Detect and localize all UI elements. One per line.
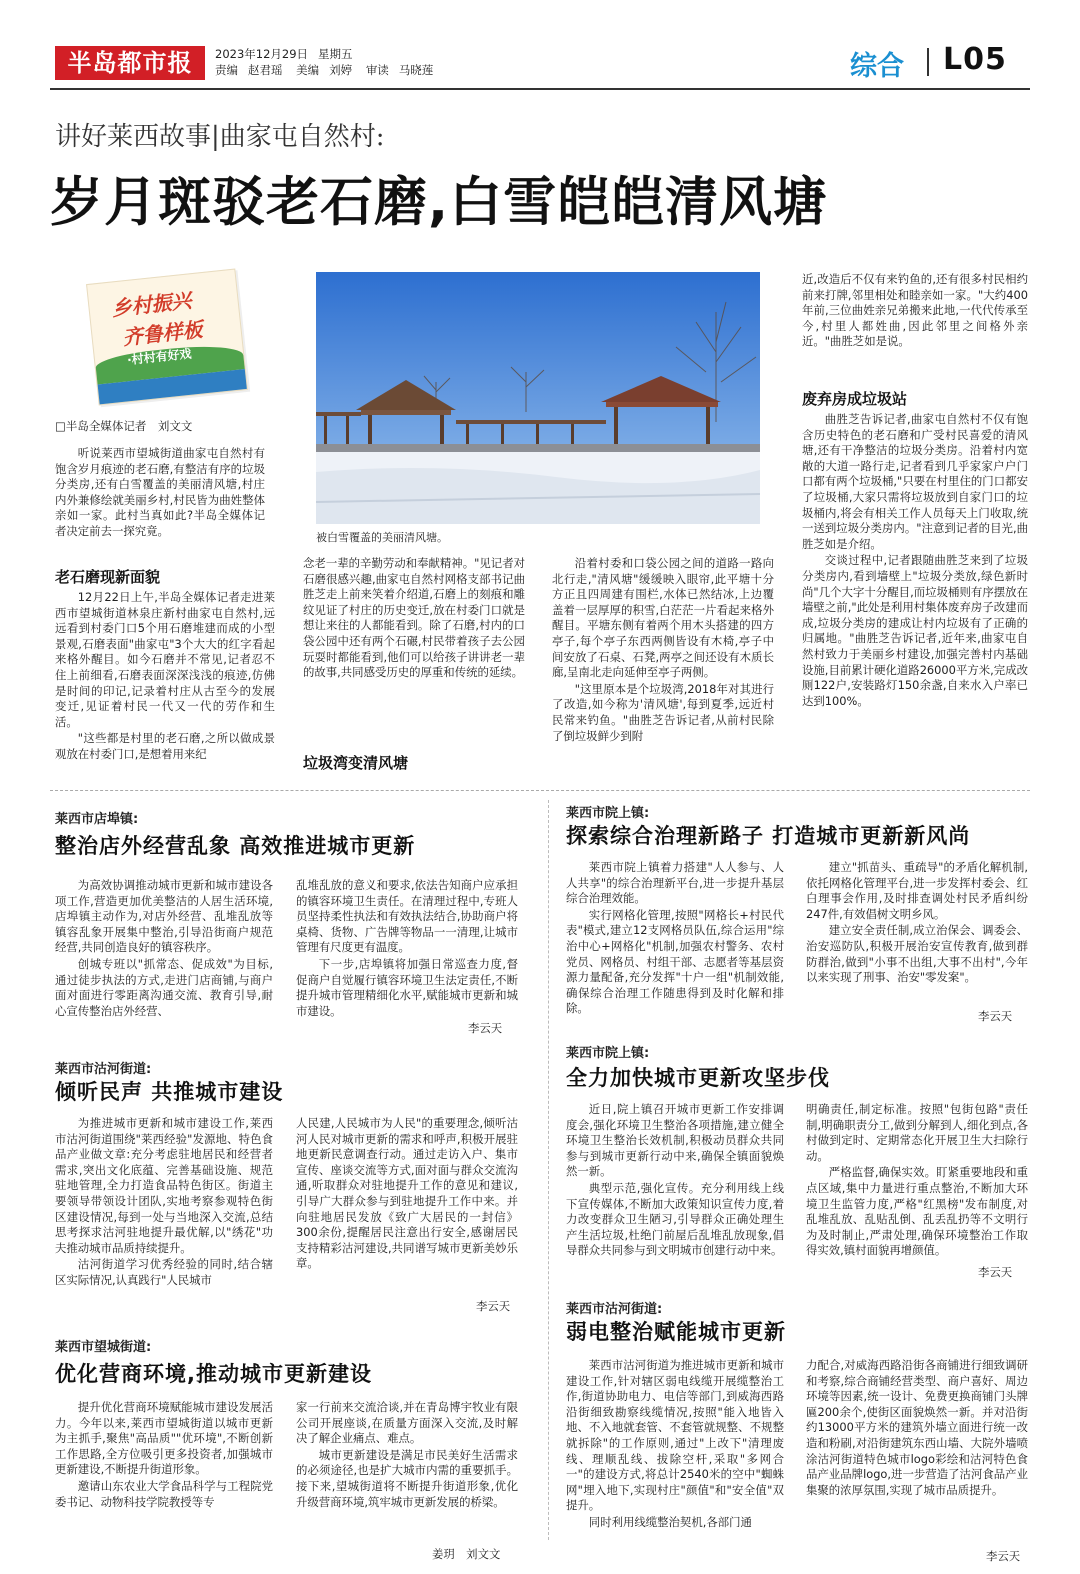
section-name: 综合 bbox=[850, 51, 904, 82]
paragraph: 实行网格化管理,按照"网格长+村民代表"模式,建立12支网格员队伍,综合运用"综治中心+网格化"机制,加强农村警务、农村党员、网格员、村组干部、志愿者等基层资源力量配备,充分发挥"十户一组"机制效能,确保综合治理工作随患得到及时化解和排除。 bbox=[566, 907, 784, 1016]
paragraph: 为推进城市更新和城市建设工作,莱西市沽河街道围绕"莱西经验"发源地、特色食品产业做文章:充分考虑驻地居民和经营者需求,突出文化底蕴、完善基础设施、规范驻地管理,全力打造食品特色街区。街道主要领导带领设计团队,实地考察参观特色街区建设情况,每到一处与当地深入交流,总结思考探求沽河驻地提升最优解,以"绣花"功夫推动城市品质持续提升。 bbox=[55, 1116, 273, 1255]
paragraph: 12月22日上午,半岛全媒体记者走进莱西市望城街道林泉庄新村曲家屯自然村,远远看到村委门口5个用石磨堆建而成的小型景观,石磨表面"曲家屯"3个大大的红字看起来格外醒目。如今石磨并不常见,记者忍不住上前细看,石磨表面深深浅浅的痕迹,仿佛是时间的印记,记录着村庄从古至今的发展变迁,见证着村民一代又一代的劳作和生活。 bbox=[55, 590, 275, 729]
paragraph: 创城专班以"抓常态、促成效"为目标,通过徒步执法的方式,走进门店商铺,与商户面对面进行零距离沟通交流、教育引导,耐心宣传整治店外经营、 bbox=[55, 956, 273, 1018]
article-a1-right bbox=[296, 878, 518, 1020]
paragraph: 曲胜芝告诉记者,曲家屯自然村不仅有饱含历史特色的老石磨和广受村民喜爱的清风塘,还有干净整洁的垃圾分类房。沿着村内宽敞的大道一路行走,记者看到几乎家家户户门口都有两个垃圾桶,"只要在村里住的门口都安了垃圾桶,大家只需将垃圾放到自家门口的垃圾桶内,将会有相关工作人员每天上门收取,统一送到垃圾分类房内。"注意到记者的目光,曲胜芝如是介绍。 bbox=[802, 412, 1028, 551]
paragraph: 沿着村委和口袋公园之间的道路一路向北行走,"清风塘"缓缓映入眼帘,此平塘十分方正且四周建有围栏,水体已然结冰,上边覆盖着一层厚厚的积雪,白茫茫一片看起来格外醒目。平塘东侧有着两个用木头搭建的四方亭子,每个亭子东西两侧皆设有木椅,亭子中间安放了石桌、石凳,两亭之间还设有木质长廊,呈南北走向延伸至亭子两侧。 bbox=[552, 556, 774, 680]
article-kicker: 莱西市沽河街道: bbox=[566, 1302, 663, 1317]
article-kicker: 莱西市店埠镇: bbox=[55, 812, 139, 827]
rural-revitalization-badge bbox=[86, 268, 248, 405]
paragraph: 乱堆乱放的意义和要求,依法告知商户应承担的镇容环境卫生责任。在清理过程中,专班人员坚持柔性执法和有效执法结合,协助商户将桌椅、货物、广告牌等物品一一清理,让城市管理有尺度更有温度。 bbox=[296, 878, 518, 955]
article-kicker: 莱西市望城街道: bbox=[55, 1340, 152, 1355]
article-author: 姜玥 刘文文 bbox=[432, 1547, 501, 1561]
lead-intro bbox=[55, 446, 265, 541]
article-title: 倾听民声 共推城市建设 bbox=[55, 1080, 284, 1104]
paragraph: 莱西市院上镇着力搭建"人人参与、人人共享"的综合治理新平台,进一步提升基层综合治理效能。 bbox=[566, 860, 784, 906]
paragraph: 典型示范,强化宣传。充分利用线上线下宣传媒体,不断加大政策知识宣传力度,着力改变群众卫生陋习,引导群众正确处理生产生活垃圾,杜绝门前屋后乱堆乱放现象,倡导群众共同参与到文明城市创建行动中来。 bbox=[566, 1180, 784, 1258]
masthead-rule bbox=[50, 88, 1030, 90]
subhead-pond: 垃圾湾变清风塘 bbox=[303, 754, 409, 772]
paragraph: 人民建,人民城市为人民"的重要理念,倾听沽河人民对城市更新的需求和呼声,积极开展驻地更新民意调查行动。通过走访入户、集市宣传、座谈交流等方式,面对面与群众交流沟通,听取群众对驻地提升工作的意见和建议,引导广大群众参与到驻地提升工作中来。并向驻地居民发放《致广大居民的一封信》300余份,提醒居民注意出行安全,感谢居民支持精彩沽河建设,共同谱写城市更新美妙乐章。 bbox=[296, 1116, 518, 1271]
paragraph: "这里原本是个垃圾湾,2018年对其进行了改造,如今称为'清风塘',每到夏季,远近村民常来钓鱼。"曲胜芝告诉记者,从前村民除了倒垃圾鲜少到附 bbox=[552, 681, 774, 743]
paragraph: 严格监督,确保实效。盯紧重要地段和重点区域,集中力量进行重点整治,不断加大环境卫生监管力度,严格"红黑榜"发布制度,对乱堆乱放、乱贴乱倒、乱丢乱扔等不文明行为及时制止,严肃处理,确保环境整治工作取得实效,镇村面貌再增颜值。 bbox=[806, 1165, 1028, 1258]
credit-name: 马晓莲 bbox=[398, 63, 434, 77]
article-kicker: 莱西市沽河街道: bbox=[55, 1062, 152, 1077]
page-number: L05 bbox=[943, 42, 1007, 77]
badge-line-3: ·村村有好戏 bbox=[126, 346, 193, 368]
badge-line-1: 乡村振兴 bbox=[110, 288, 193, 321]
paragraph: 莱西市沽河街道为推进城市更新和城市建设工作,针对辖区弱电线缆开展缆整治工作,街道协助电力、电信等部门,到威海西路沿街细致勘察线缆情况,按照"能入地皆入地、不入地就套管、不套管就规整、不规整就拆除"的工作原则,通过"上改下"清理废线、理顺乱线、拔除空杆,采取"多网合一"的建设方式,将总计2540米的空中"蜘蛛网"埋入地下,实现村庄"颜值"和"安全值"双提升。 bbox=[566, 1358, 784, 1513]
lead-headline: 岁月斑驳老石磨,白雪皑皑清风塘 bbox=[50, 172, 828, 233]
article-b1-right bbox=[806, 860, 1028, 987]
article-title: 整治店外经营乱象 高效推进城市更新 bbox=[55, 834, 416, 858]
paragraph: 明确责任,制定标准。按照"包街包路"责任制,明确职责分工,做到分解到人,细化到点,各村做到定时、定期常态化开展卫生大扫除行动。 bbox=[806, 1102, 1028, 1163]
article-b2-left bbox=[566, 1102, 784, 1260]
article-b3-right bbox=[806, 1358, 1028, 1499]
intro-paragraph: 听说莱西市望城街道曲家屯自然村有饱含岁月痕迹的老石磨,有整洁有序的垃圾分类房,还有白雪覆盖的美丽清风塘,村庄内外兼修绘就美丽乡村,村民皆为曲姓整体亲如一家。此村当真如此?半岛全媒体记者决定前去一探究竟。 bbox=[55, 446, 265, 538]
credit-name: 刘婷 bbox=[329, 63, 353, 77]
paragraph: 同时利用线缆整治契机,各部门通 bbox=[588, 1514, 752, 1529]
article-a3-right bbox=[296, 1400, 518, 1511]
section-separator bbox=[50, 790, 1030, 791]
article-b3-left bbox=[566, 1358, 784, 1532]
article-author: 李云天 bbox=[978, 1265, 1013, 1279]
article-author: 李云天 bbox=[986, 1549, 1021, 1563]
article-a2-left bbox=[55, 1116, 273, 1290]
paragraph: 建立"抓苗头、重疏导"的矛盾化解机制,依托网格化管理平台,进一步发挥村委会、红白理事会作用,及时排查调处村民矛盾纠纷247件,有效倡树文明乡风。 bbox=[806, 860, 1028, 921]
paragraph: 沽河街道学习优秀经验的同时,结合辖区实际情况,认真践行"人民城市 bbox=[55, 1257, 273, 1287]
badge-line-2: 齐鲁样板 bbox=[121, 317, 204, 350]
pond-photo bbox=[316, 272, 760, 524]
subhead-stone-mill: 老石磨现新面貌 bbox=[55, 568, 161, 586]
article-b1-left bbox=[566, 860, 784, 1018]
column-separator bbox=[548, 800, 549, 1540]
article-kicker: 莱西市院上镇: bbox=[566, 806, 650, 821]
article-title: 探索综合治理新路子 打造城市更新新风尚 bbox=[566, 824, 971, 848]
article-author: 李云天 bbox=[468, 1021, 503, 1035]
lead-byline: □半岛全媒体记者 刘文文 bbox=[55, 419, 193, 433]
lead-column-2 bbox=[303, 556, 525, 682]
credit-label: 美编 bbox=[296, 63, 320, 77]
article-author: 李云天 bbox=[476, 1299, 511, 1313]
paragraph: 交谈过程中,记者跟随曲胜芝来到了垃圾分类房内,看到墙壁上"垃圾分类放,绿色新时尚"几个大字十分醒目,而垃圾桶则有序摆放在墙壁之前,"此处是利用村集体废弃房子改建而成,垃圾分类房的建成让村内垃圾有了正确的归属地。"曲胜芝告诉记者,近年来,曲家屯自然村致力于美丽乡村建设,加强完善村内基础设施,目前累计硬化道路26000平方米,完成改厕122户,安装路灯150余盏,自来水入户率已达到100%。 bbox=[802, 553, 1028, 708]
section-divider bbox=[927, 48, 929, 76]
masthead-meta bbox=[215, 46, 443, 78]
lead-column-4b bbox=[802, 412, 1028, 710]
subhead-garbage-room: 废弃房成垃圾站 bbox=[802, 390, 908, 408]
article-kicker: 莱西市院上镇: bbox=[566, 1046, 650, 1061]
lead-column-3 bbox=[552, 556, 774, 745]
article-b2-right bbox=[806, 1102, 1028, 1260]
lead-kicker: 讲好莱西故事|曲家屯自然村: bbox=[55, 122, 385, 152]
credit-name: 赵君瑶 bbox=[248, 63, 283, 77]
paragraph: "这些都是村里的老石磨,之所以做成景观放在村委门口,是想着用来纪 bbox=[55, 731, 275, 761]
article-title: 全力加快城市更新攻坚步伐 bbox=[566, 1066, 830, 1090]
article-title: 弱电整治赋能城市更新 bbox=[566, 1320, 786, 1344]
article-title: 优化营商环境,推动城市更新建设 bbox=[55, 1362, 372, 1386]
issue-weekday: 星期五 bbox=[318, 47, 353, 61]
paragraph: 建立安全责任制,成立治保会、调委会、治安巡防队,积极开展治安宣传教育,做到群防群治,做到"小事不出组,大事不出村",今年以来实现了刑事、治安"零发案"。 bbox=[806, 923, 1028, 985]
article-a1-left bbox=[55, 878, 273, 1020]
newspaper-logo: 半岛都市报 bbox=[55, 46, 205, 80]
credit-label: 责编 bbox=[215, 63, 238, 77]
paragraph: 城市更新建设是满足市民美好生活需求的必须途径,也是扩大城市内需的重要抓手。接下来,望城街道将不断提升街道形象,优化升级营商环境,筑牢城市更新发展的桥梁。 bbox=[296, 1447, 518, 1509]
snowy-pond-pavilion-image bbox=[316, 272, 760, 524]
paragraph: 近日,院上镇召开城市更新工作安排调度会,强化环境卫生整治各项措施,建立健全环境卫生整治长效机制,积极动员群众共同参与到城市更新行动中来,确保全镇面貌焕然一新。 bbox=[566, 1102, 784, 1179]
paragraph: 近,改造后不仅有来钓鱼的,还有很多村民相约前来打牌,邻里相处和睦亲如一家。"大约400年前,三位曲姓亲兄弟搬来此地,一代代传承至今,村里人都姓曲,因此邻里之间格外亲近。"曲胜芝如是说。 bbox=[802, 272, 1028, 349]
lead-column-1 bbox=[55, 590, 275, 764]
paragraph: 家一行前来交流洽谈,并在青岛博宇牧业有限公司开展座谈,在质量方面深入交流,及时解决了解企业痛点、难点。 bbox=[296, 1400, 518, 1446]
article-a2-right bbox=[296, 1116, 518, 1273]
article-a3-left bbox=[55, 1400, 273, 1511]
issue-date: 2023年12月29日 bbox=[215, 47, 309, 61]
paragraph: 提升优化营商环境赋能城市建设发展活力。今年以来,莱西市望城街道以城市更新为主抓手,聚焦"高品质""优环境",不断创新工作思路,全方位吸引更多投资者,加强城市更新建设,不断提升街道形象。 bbox=[55, 1400, 273, 1477]
paragraph: 力配合,对威海西路沿街各商铺进行细致调研和考察,综合商铺经营类型、商户喜好、周边环境等因素,统一设计、免费更换商铺门头牌匾200余个,使街区面貌焕然一新。并对沿街约13000平方米的建筑外墙立面进行统一改造和粉刷,对沿街建筑东西山墙、大院外墙喷涂沽河街道特色城市logo彩绘和沽河特色食品产业品牌logo,进一步营造了沽河食品产业集聚的浓厚氛围,实现了城市品质提升。 bbox=[806, 1358, 1028, 1497]
lead-column-4 bbox=[802, 272, 1028, 351]
article-author: 李云天 bbox=[978, 1009, 1013, 1023]
credit-label: 审读 bbox=[365, 63, 389, 77]
paragraph: 为高效协调推动城市更新和城市建设各项工作,营造更加优美整洁的人居生活环境,店埠镇主动作为,对店外经营、乱堆乱放等镇容乱象开展集中整治,引导沿街商户规范经营,共同创造良好的镇容秩序。 bbox=[55, 878, 273, 955]
paragraph: 下一步,店埠镇将加强日常巡查力度,督促商户自觉履行镇容环境卫生法定责任,不断提升城市管理精细化水平,赋能城市更新和城市建设。 bbox=[296, 956, 518, 1018]
photo-caption: 被白雪覆盖的美丽清风塘。 bbox=[316, 531, 448, 544]
paragraph: 念老一辈的辛勤劳动和奉献精神。"见记者对石磨很感兴趣,曲家屯自然村网格支部书记曲胜芝走上前来笑着介绍道,石磨上的刻痕和雕纹见证了村庄的历史变迁,放在村委门口就是想让来往的人都能看到。除了石磨,村内的口袋公园中还有两个石碾,村民带着孩子去公园玩耍时都能看到,他们可以给孩子讲讲老一辈的故事,共同感受历史的厚重和传统的延续。 bbox=[303, 556, 525, 680]
paragraph: 邀请山东农业大学食品科学与工程院党委书记、动物科技学院教授等专 bbox=[55, 1478, 273, 1509]
